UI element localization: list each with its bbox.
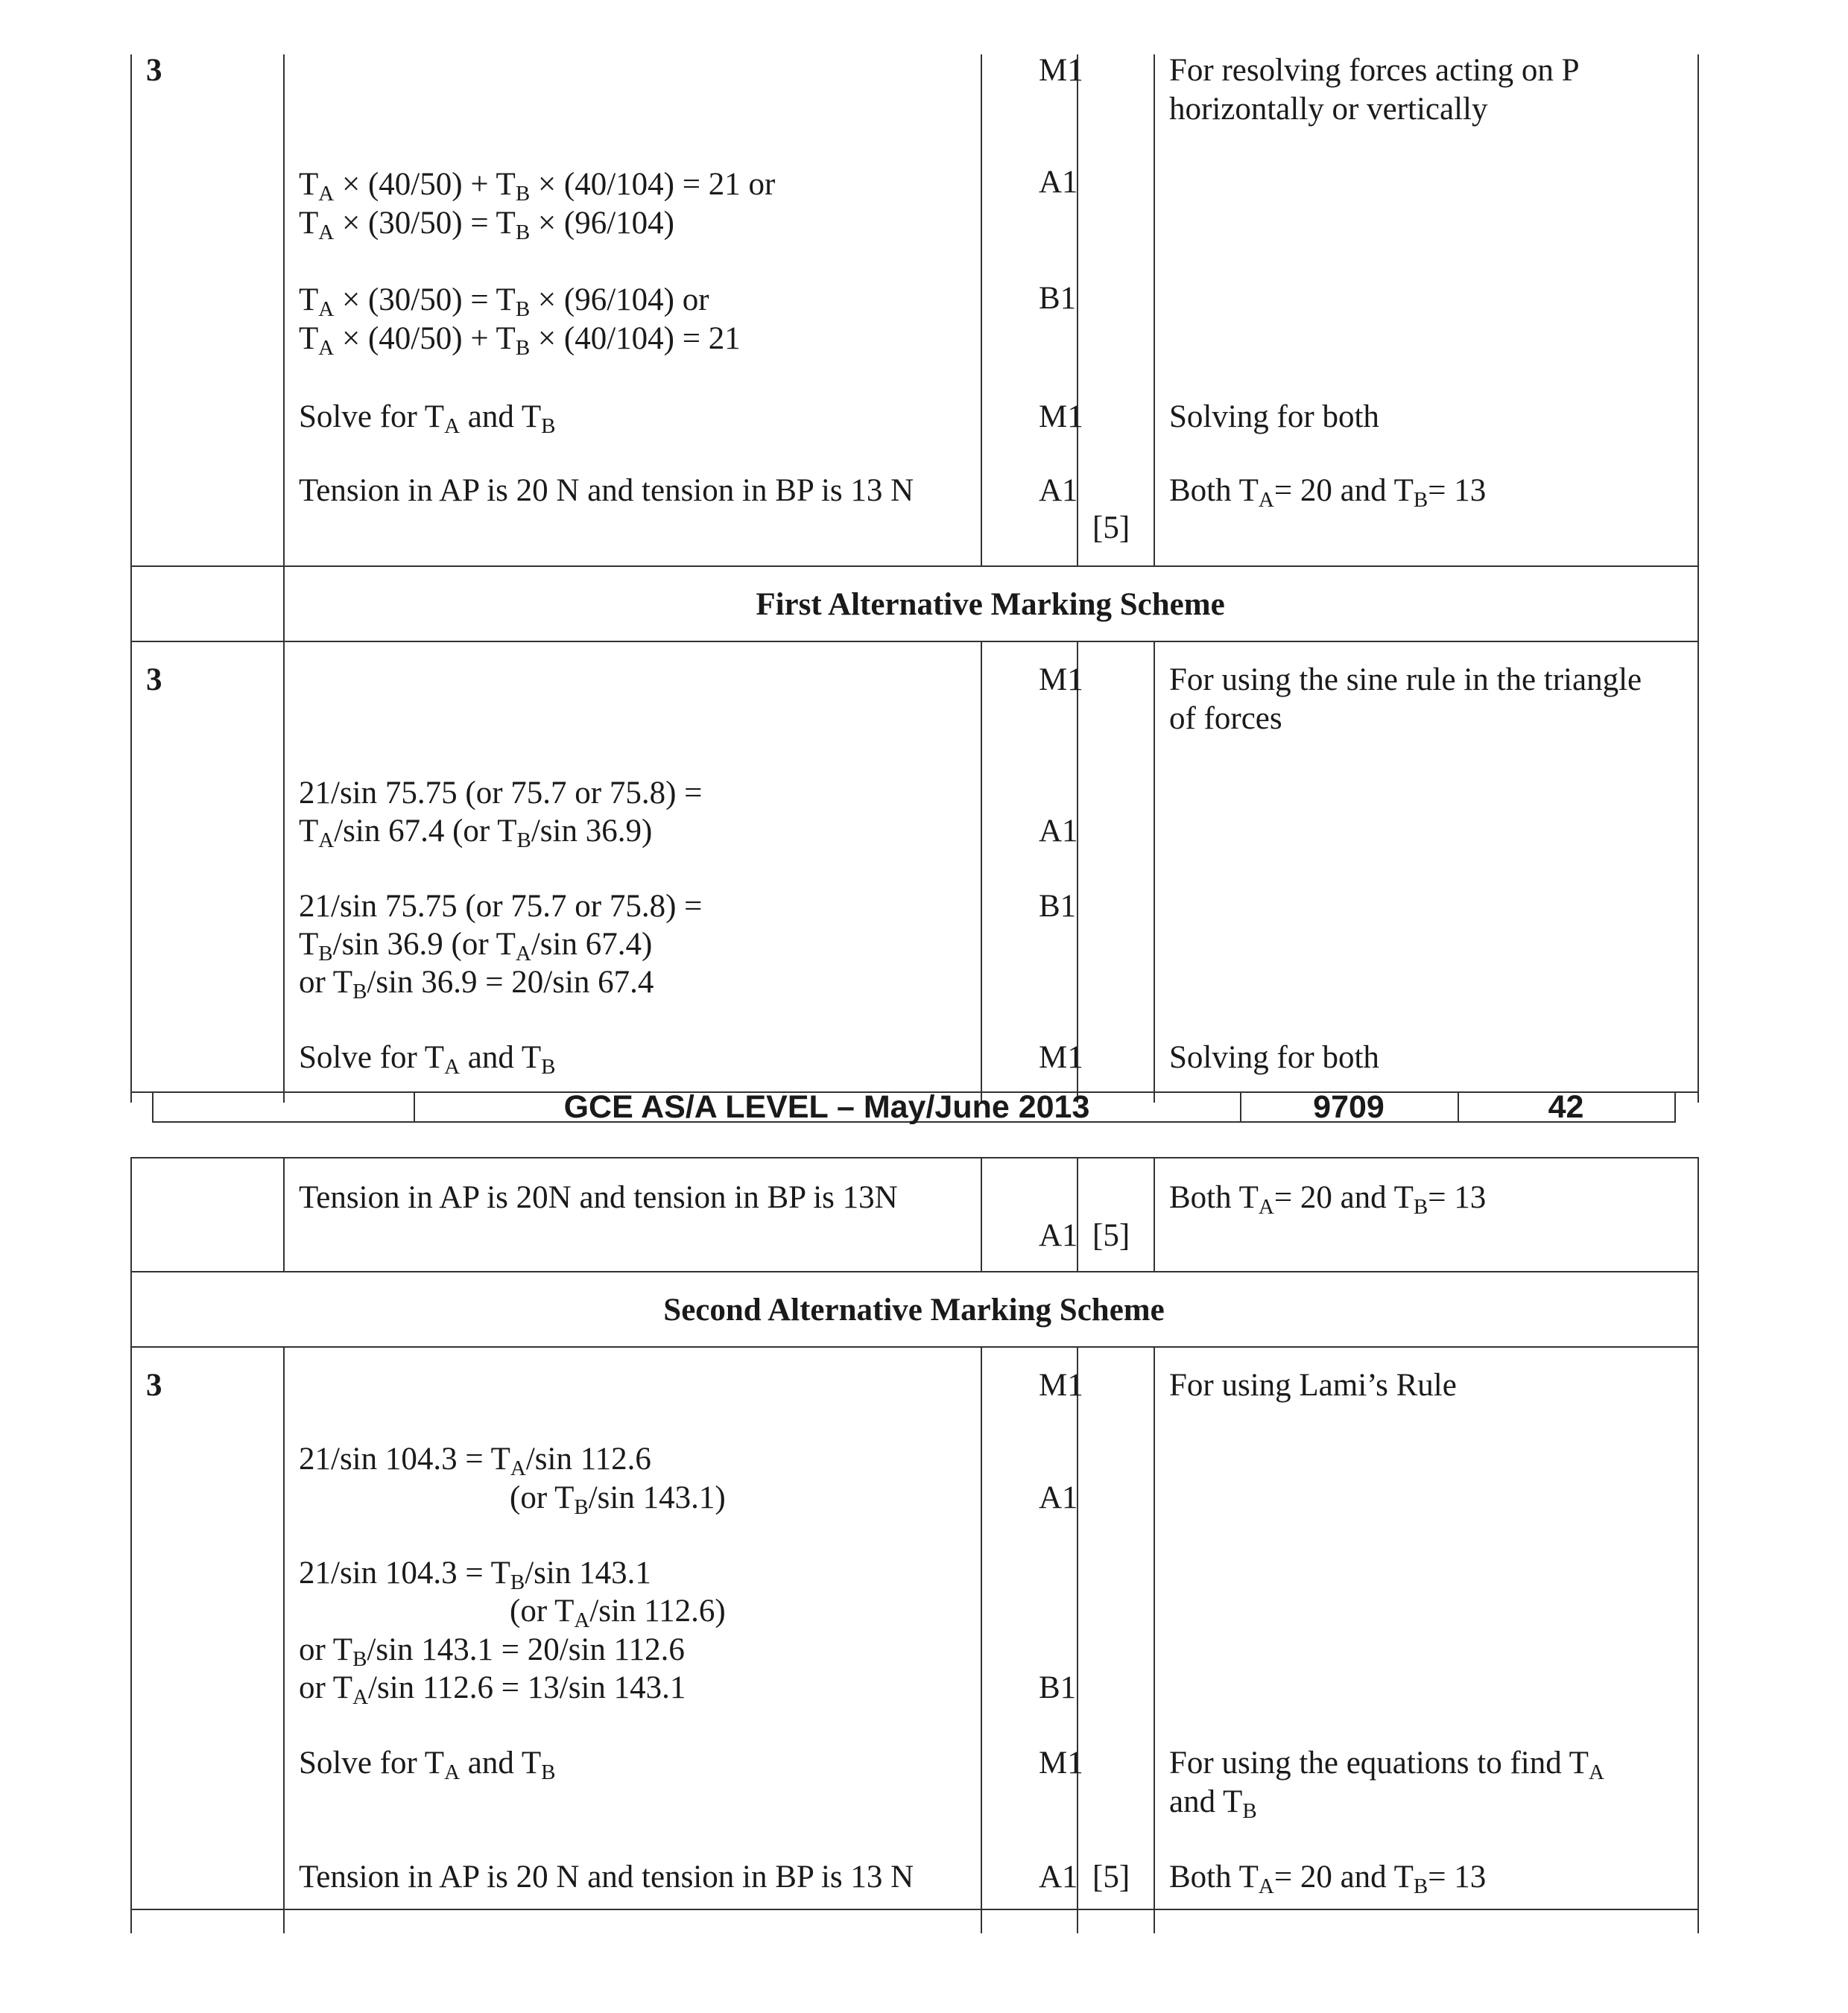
mark-code: M1 (1039, 1746, 1083, 1781)
working-line: 21/sin 104.3 = TB/sin 143.1 (299, 1556, 651, 1594)
mark-code: M1 (1039, 399, 1083, 434)
mark-code: A1 (1039, 1860, 1078, 1895)
working-line: TA × (40/50) + TB × (40/104) = 21 or (299, 167, 776, 206)
guidance-text: For using the equations to find TA (1169, 1746, 1604, 1784)
mark-code: M1 (1039, 662, 1083, 697)
exam-title: GCE AS/A LEVEL – May/June 2013 (563, 1089, 1090, 1125)
working-line: (or TB/sin 143.1) (510, 1480, 726, 1519)
guidance-text: Solving for both (1169, 399, 1379, 434)
working-line: Solve for TA and TB (299, 399, 556, 438)
working-line: TA × (30/50) = TB × (96/104) or (299, 282, 709, 321)
mark-code: M1 (1039, 1040, 1083, 1075)
working-line: 21/sin 75.75 (or 75.7 or 75.8) = (299, 889, 703, 924)
working-line: 21/sin 75.75 (or 75.7 or 75.8) = (299, 776, 703, 811)
working-line: Solve for TA and TB (299, 1040, 556, 1079)
mark-code: A1 (1039, 1218, 1078, 1253)
working-line: TA × (40/50) + TB × (40/104) = 21 (299, 321, 741, 360)
working-line: 21/sin 104.3 = TA/sin 112.6 (299, 1442, 651, 1480)
guidance-text: Both TA= 20 and TB= 13 (1169, 473, 1487, 512)
mark-total: [5] (1092, 1218, 1130, 1253)
mark-code: A1 (1039, 814, 1078, 849)
guidance-text: For using the sine rule in the triangle (1169, 662, 1642, 697)
question-number: 3 (146, 1368, 162, 1403)
mark-total: [5] (1092, 510, 1130, 545)
working-line: Tension in AP is 20N and tension in BP is 13N (299, 1180, 898, 1215)
mark-code: A1 (1039, 1480, 1078, 1515)
section-heading: Second Alternative Marking Scheme (663, 1293, 1165, 1328)
guidance-text: Both TA= 20 and TB= 13 (1169, 1860, 1487, 1898)
question-number: 3 (146, 662, 162, 697)
working-line: or TB/sin 36.9 = 20/sin 67.4 (299, 965, 654, 1004)
working-line: TA × (30/50) = TB × (96/104) (299, 206, 674, 244)
mark-code: M1 (1039, 53, 1083, 88)
guidance-text: horizontally or vertically (1169, 92, 1488, 127)
section-heading: First Alternative Marking Scheme (756, 587, 1225, 622)
working-line: or TA/sin 112.6 = 13/sin 143.1 (299, 1670, 686, 1709)
guidance-text: For resolving forces acting on P (1169, 53, 1580, 88)
mark-code: B1 (1039, 889, 1077, 924)
guidance-text: Solving for both (1169, 1040, 1379, 1075)
working-line: Tension in AP is 20 N and tension in BP is 13 N (299, 473, 914, 508)
mark-code: B1 (1039, 281, 1077, 316)
mark-code: M1 (1039, 1368, 1083, 1403)
working-line: or TB/sin 143.1 = 20/sin 112.6 (299, 1632, 685, 1671)
question-number: 3 (146, 53, 162, 88)
working-line: TB/sin 36.9 (or TA/sin 67.4) (299, 927, 653, 966)
working-line: TA/sin 67.4 (or TB/sin 36.9) (299, 814, 653, 852)
working-line: (or TA/sin 112.6) (510, 1594, 726, 1632)
syllabus-code: 9709 (1313, 1089, 1385, 1125)
mark-code: B1 (1039, 1670, 1077, 1705)
guidance-text: and TB (1169, 1784, 1257, 1823)
paper-number: 42 (1548, 1089, 1584, 1125)
mark-code: A1 (1039, 165, 1078, 200)
guidance-text: Both TA= 20 and TB= 13 (1169, 1180, 1487, 1219)
mark-code: A1 (1039, 473, 1078, 508)
guidance-text: of forces (1169, 701, 1282, 736)
working-line: Solve for TA and TB (299, 1746, 556, 1784)
guidance-text: For using Lami’s Rule (1169, 1368, 1457, 1403)
mark-total: [5] (1092, 1860, 1130, 1895)
working-line: Tension in AP is 20 N and tension in BP is 13 N (299, 1860, 914, 1895)
